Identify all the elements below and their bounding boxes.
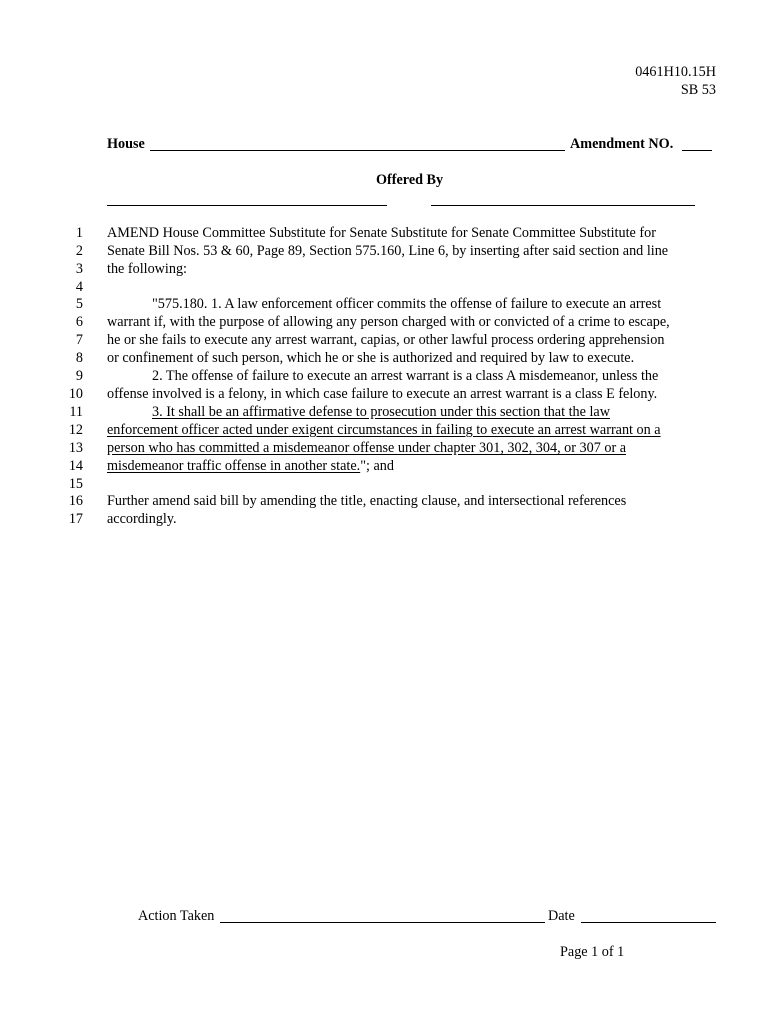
- line-number: 3: [75, 261, 83, 277]
- line-number: 16: [68, 493, 83, 509]
- line-text: accordingly.: [107, 511, 177, 527]
- bill-reference: SB 53: [680, 82, 716, 98]
- body-line-14: [0, 458, 770, 476]
- body-line-17: [0, 511, 770, 529]
- line-number: 12: [68, 422, 83, 438]
- body-line-10: [0, 386, 770, 404]
- action-taken-blank-line: [220, 922, 545, 923]
- body-line-8: [0, 350, 770, 368]
- amendment-number-blank: [682, 150, 712, 151]
- page-number: Page 1 of 1: [560, 944, 625, 960]
- body-line-7: [0, 332, 770, 350]
- body-line-3: [0, 261, 770, 279]
- offered-by-label: Offered By: [376, 172, 444, 188]
- line-text: person who has committed a misdemeanor offense under chapter 301, 302, 304, or 307 or a: [107, 440, 627, 456]
- line-number: 4: [75, 279, 83, 295]
- body-line-2: [0, 243, 770, 261]
- line-text: misdemeanor traffic offense in another state.: [107, 458, 361, 474]
- line-text: enforcement officer acted under exigent circumstances in failing to execute an arrest warrant on a: [107, 422, 661, 438]
- body-line-11: [0, 404, 770, 422]
- house-blank-line: [150, 150, 565, 151]
- body-line-1: [0, 225, 770, 243]
- body-line-9: [0, 368, 770, 386]
- line-text-wrap: [107, 458, 394, 475]
- body-line-16: [0, 493, 770, 511]
- line-number: 1: [75, 225, 83, 241]
- line-number: 7: [75, 332, 83, 348]
- line-number: 8: [75, 350, 83, 366]
- body-line-6: [0, 314, 770, 332]
- line-number: 13: [68, 440, 83, 456]
- line-number: 14: [68, 458, 83, 474]
- line-text-tail: "; and: [360, 458, 394, 474]
- line-number: 5: [75, 296, 83, 312]
- line-text: offense involved is a felony, in which case failure to execute an arrest warrant is a class E felony.: [107, 386, 658, 402]
- line-text: he or she fails to execute any arrest warrant, capias, or other lawful process ordering apprehension: [107, 332, 665, 348]
- line-number: 9: [75, 368, 83, 384]
- line-text: Senate Bill Nos. 53 & 60, Page 89, Section 575.160, Line 6, by inserting after said section and line: [107, 243, 669, 259]
- line-text: warrant if, with the purpose of allowing any person charged with or convicted of a crime to escape,: [107, 314, 670, 330]
- line-text: 3. It shall be an affirmative defense to prosecution under this section that the law: [152, 404, 610, 420]
- line-text: the following:: [107, 261, 187, 277]
- body-line-5: [0, 296, 770, 314]
- line-text: AMEND House Committee Substitute for Senate Substitute for Senate Committee Substitute for: [107, 225, 656, 241]
- body-line-4: [0, 279, 770, 297]
- date-label: Date: [548, 908, 575, 924]
- line-number: 10: [68, 386, 83, 402]
- line-text: or confinement of such person, which he or she is authorized and required by law to execute.: [107, 350, 635, 366]
- document-code: 0461H10.15H: [635, 64, 716, 80]
- offered-by-line-right: [431, 205, 695, 206]
- line-number: 11: [69, 404, 83, 420]
- body-line-13: [0, 440, 770, 458]
- date-blank-line: [581, 922, 716, 923]
- line-text: 2. The offense of failure to execute an arrest warrant is a class A misdemeanor, unless the: [152, 368, 659, 384]
- line-number: 15: [68, 476, 83, 492]
- house-label: House: [107, 136, 145, 152]
- line-number: 2: [75, 243, 83, 259]
- line-number: 17: [68, 511, 83, 527]
- action-taken-label: Action Taken: [138, 908, 215, 924]
- line-number: 6: [75, 314, 83, 330]
- line-text: "575.180. 1. A law enforcement officer commits the offense of failure to execute an arrest: [152, 296, 662, 312]
- amendment-number-label: Amendment NO.: [570, 136, 674, 152]
- offered-by-line-left: [107, 205, 387, 206]
- body-line-15: [0, 476, 770, 494]
- body-line-12: [0, 422, 770, 440]
- line-text: Further amend said bill by amending the title, enacting clause, and intersectional references: [107, 493, 627, 509]
